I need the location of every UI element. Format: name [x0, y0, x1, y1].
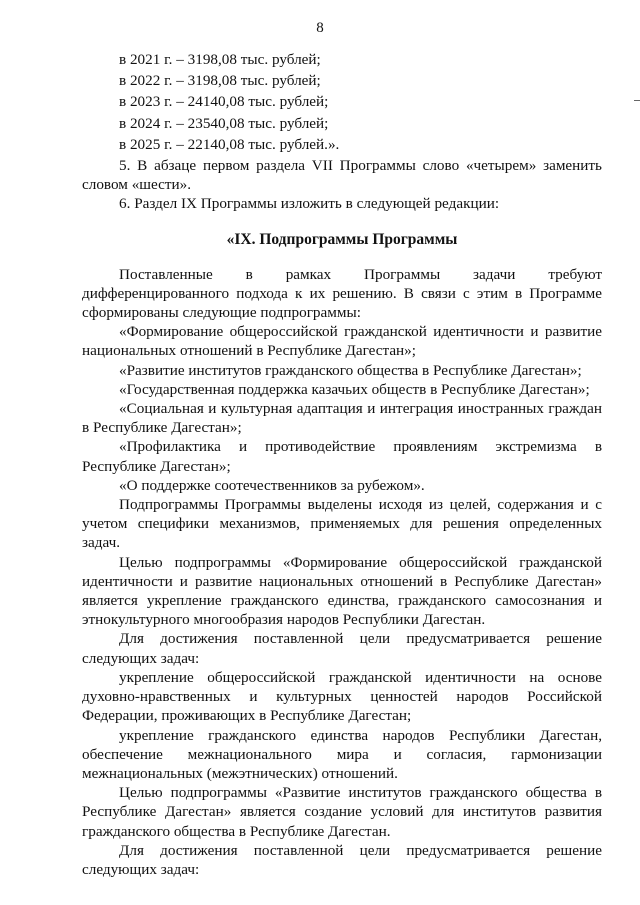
funding-line-2023: в 2023 г. – 24140,08 тыс. рублей;	[119, 93, 329, 111]
funding-line-2024: в 2024 г. – 23540,08 тыс. рублей;	[119, 114, 329, 132]
task-item-2: укрепление гражданского единства народов Республики Дагестан, обеспечение межнационального мира и согласия, гармонизации межнациональных (межэтнических) отношений.	[82, 726, 602, 782]
subprogram-item-3: «Государственная поддержка казачьих обществ в Республике Дагестан»;	[119, 380, 590, 398]
paragraph-intro: Поставленные в рамках Программы задачи требуют дифференцированного подхода к их решению. В связи с этим в Программе сформированы следующие подпрограммы:	[82, 265, 602, 322]
paragraph-tasks-intro-1: Для достижения поставленной цели предусматривается решение следующих задач:	[82, 630, 602, 667]
paragraph-goal-2: Целью подпрограммы «Развитие институтов гражданского общества в Республике Дагестан» является создание условий для институтов развития гражданского общества в Республике Дагестан.	[82, 784, 602, 840]
section-title: «IX. Подпрограммы Программы	[226, 230, 458, 248]
funding-line-2022: в 2022 г. – 3198,08 тыс. рублей;	[119, 72, 321, 90]
document-body	[82, 50, 602, 879]
page-number: 8	[316, 20, 324, 36]
subprogram-item-5: «Профилактика и противодействие проявлениям экстремизма в Республике Дагестан»;	[82, 438, 602, 475]
paragraph-subprogram-basis: Подпрограммы Программы выделены исходя из целей, содержания и с учетом специфики механизмов, применяемых для решения определенных задач.	[82, 496, 602, 552]
task-item-1: укрепление общероссийской гражданской идентичности на основе духовно-нравственных и культурных ценностей народов Российской Федерации, проживающих в Республике Дагестан;	[82, 668, 602, 725]
scan-edge-mark	[634, 100, 640, 101]
paragraph-goal-1: Целью подпрограммы «Формирование общероссийской гражданской идентичности и развитие национальных отношений в Республике Дагестан» является укрепление гражданского единства, гражданского самосознания и этнокультурного многообразия народов Республики Дагестан.	[82, 553, 602, 629]
paragraph-tasks-intro-2: Для достижения поставленной цели предусматривается решение следующих задач:	[82, 841, 602, 878]
amendment-item-6: 6. Раздел IX Программы изложить в следующей редакции:	[119, 195, 500, 213]
subprogram-item-1: «Формирование общероссийской гражданской идентичности и развитие национальных отношений в Республике Дагестан»;	[82, 323, 602, 360]
subprogram-item-4: «Социальная и культурная адаптация и интеграция иностранных граждан в Республике Дагестан»;	[82, 400, 602, 437]
funding-line-2025: в 2025 г. – 22140,08 тыс. рублей.».	[119, 135, 340, 153]
funding-line-2021: в 2021 г. – 3198,08 тыс. рублей;	[119, 51, 321, 68]
subprogram-item-2: «Развитие институтов гражданского общества в Республике Дагестан»;	[119, 361, 582, 379]
subprogram-item-6: «О поддержке соотечественников за рубежом».	[119, 476, 425, 494]
amendment-item-5: 5. В абзаце первом раздела VII Программы слово «четырем» заменить словом «шести».	[82, 157, 602, 194]
